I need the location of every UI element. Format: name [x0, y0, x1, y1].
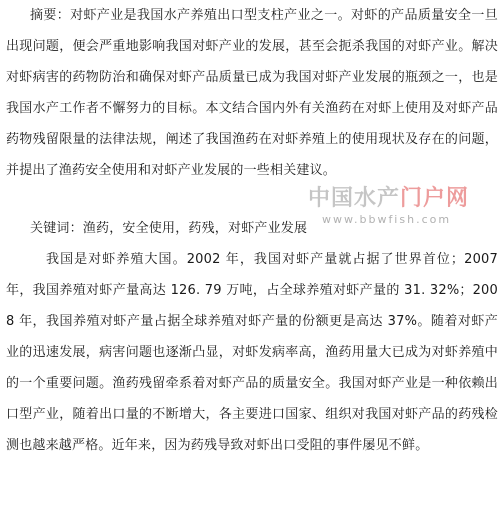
watermark-url: www.bbwfish.com [322, 213, 452, 226]
keywords-line: 关键词：渔药，安全使用，药残，对虾产业发展 [30, 221, 308, 236]
watermark-logo-part2: 门户网 [400, 186, 470, 211]
abstract-paragraph: 摘要：对虾产业是我国水产养殖出口型支柱产业之一。对虾的产品质量安全一旦出现问题，便会严重地影响我国对虾产业的发展，甚至会扼杀我国的对虾产业。解决对虾病害的药物防治和确保对虾产品质量已成为我国对虾产业发展的瓶颈之一，也是我国水产工作者不懈努力的目标。本文结合国内外有关渔药在对虾上使用及对虾产品药物残留限量的法律法规，阐述了我国渔药在对虾养殖上的使用现状及存在的问题，并提出了渔药安全使用和对虾产业发展的一些相关建议。 [6, 8, 498, 178]
watermark-logo-part1: 中国水产 [308, 186, 401, 211]
body-paragraph: 我国是对虾养殖大国。2002 年，我国对虾产量就占据了世界首位；2007 年，我国养殖对虾产量高达 126. 79 万吨，占全球养殖对虾产量的 31. 32%；2008 年，我国养殖对虾产量占据全球养殖对虾产量的份额更是高达 37%。随着对虾产业的迅速发展，病害问题也逐渐凸显，对虾发病率高，渔药用量大已成为对虾养殖中的一个重要问题。渔药残留牵系着对虾产品的质量安全。我国对虾产业是一种依赖出口型产业，随着出口量的不断增大，各主要进口国家、组织对我国对虾产品的药残检测也越来越严格。近年来，因为药残导致对虾出口受阻的事件屡见不鲜。 [6, 252, 498, 453]
watermark-logo [308, 186, 469, 212]
